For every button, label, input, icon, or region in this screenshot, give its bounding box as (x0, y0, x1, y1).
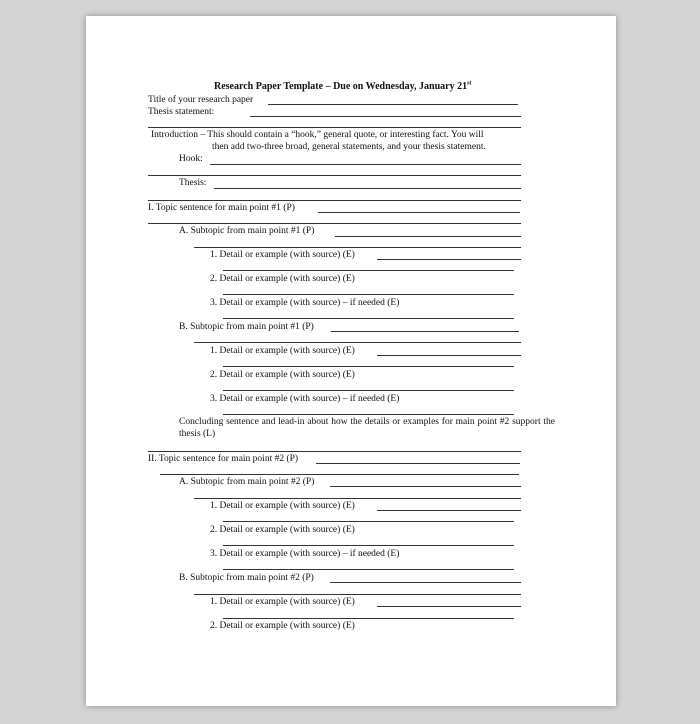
thesis-line-2[interactable] (148, 200, 521, 201)
detail-1b-1-line[interactable] (377, 355, 521, 356)
detail-1b-1-line-2[interactable] (223, 366, 514, 367)
thesis-line[interactable] (214, 188, 521, 189)
subtopic-2b-line[interactable] (330, 582, 521, 583)
detail-2b-1: 1. Detail or example (with source) (E) (210, 597, 355, 607)
detail-2a-3-line[interactable] (223, 569, 514, 570)
intro-line-2: then add two-three broad, general statements, and your thesis statement. (212, 142, 486, 152)
detail-2a-1-line[interactable] (377, 510, 521, 511)
hook-line-2[interactable] (148, 175, 521, 176)
concluding-sentence: Concluding sentence and lead-in about how the details or examples for main point #2 support the thesis (L) (179, 417, 555, 439)
document-title-text: Research Paper Template – Due on Wednesday, January 21 (214, 81, 468, 92)
thesis-label: Thesis: (179, 178, 207, 188)
subtopic-2a-label: A. Subtopic from main point #2 (P) (179, 477, 315, 487)
detail-1b-2-line[interactable] (223, 390, 514, 391)
thesis-statement-line[interactable] (250, 116, 521, 117)
hook-label: Hook: (179, 154, 203, 164)
intro-line-1: Introduction – This should contain a “hook,” general quote, or interesting fact. You will (151, 130, 484, 140)
topic-2-line[interactable] (316, 463, 520, 464)
detail-2b-1-line-2[interactable] (223, 618, 514, 619)
research-title-line[interactable] (268, 104, 518, 105)
detail-1a-2: 2. Detail or example (with source) (E) (210, 274, 355, 284)
detail-2a-3: 3. Detail or example (with source) – if needed (E) (210, 549, 400, 559)
section-2-top-line[interactable] (148, 451, 521, 452)
topic-1-line[interactable] (318, 212, 520, 213)
topic-1-label: I. Topic sentence for main point #1 (P) (148, 203, 295, 213)
detail-2a-2-line[interactable] (223, 545, 514, 546)
detail-2a-1-line-2[interactable] (223, 521, 514, 522)
subtopic-1b-line-2[interactable] (194, 342, 521, 343)
topic-2-label: II. Topic sentence for main point #2 (P) (148, 454, 299, 464)
topic-1-line-2[interactable] (148, 223, 521, 224)
detail-1a-3: 3. Detail or example (with source) – if needed (E) (210, 298, 400, 308)
hook-line[interactable] (210, 164, 521, 165)
subtopic-1b-line[interactable] (331, 331, 519, 332)
subtopic-2b-line-2[interactable] (194, 594, 521, 595)
thesis-statement-label: Thesis statement: (148, 107, 215, 117)
subtopic-2a-line-2[interactable] (194, 498, 521, 499)
topic-2-line-2[interactable] (160, 474, 519, 475)
document-title (214, 81, 471, 93)
detail-1a-1-line-2[interactable] (223, 270, 514, 271)
detail-1a-1: 1. Detail or example (with source) (E) (210, 250, 355, 260)
detail-2a-2: 2. Detail or example (with source) (E) (210, 525, 355, 535)
subtopic-2b-label: B. Subtopic from main point #2 (P) (179, 573, 314, 583)
detail-2b-1-line[interactable] (377, 606, 521, 607)
subtopic-2a-line[interactable] (330, 486, 521, 487)
subtopic-1a-label: A. Subtopic from main point #1 (P) (179, 226, 315, 236)
detail-2b-2: 2. Detail or example (with source) (E) (210, 621, 355, 631)
research-title-label: Title of your research paper (148, 95, 254, 105)
detail-2a-1: 1. Detail or example (with source) (E) (210, 501, 355, 511)
detail-1b-2: 2. Detail or example (with source) (E) (210, 370, 355, 380)
subtopic-1b-label: B. Subtopic from main point #1 (P) (179, 322, 314, 332)
subtopic-1a-line-2[interactable] (194, 247, 521, 248)
title-superscript: st (467, 80, 472, 87)
thesis-statement-line-2[interactable] (148, 127, 521, 128)
subtopic-1a-line[interactable] (335, 236, 521, 237)
detail-1b-3-line[interactable] (223, 414, 514, 415)
detail-1a-3-line[interactable] (223, 318, 514, 319)
detail-1b-1: 1. Detail or example (with source) (E) (210, 346, 355, 356)
detail-1a-1-line[interactable] (377, 259, 521, 260)
detail-1b-3: 3. Detail or example (with source) – if needed (E) (210, 394, 400, 404)
detail-1a-2-line[interactable] (223, 294, 514, 295)
